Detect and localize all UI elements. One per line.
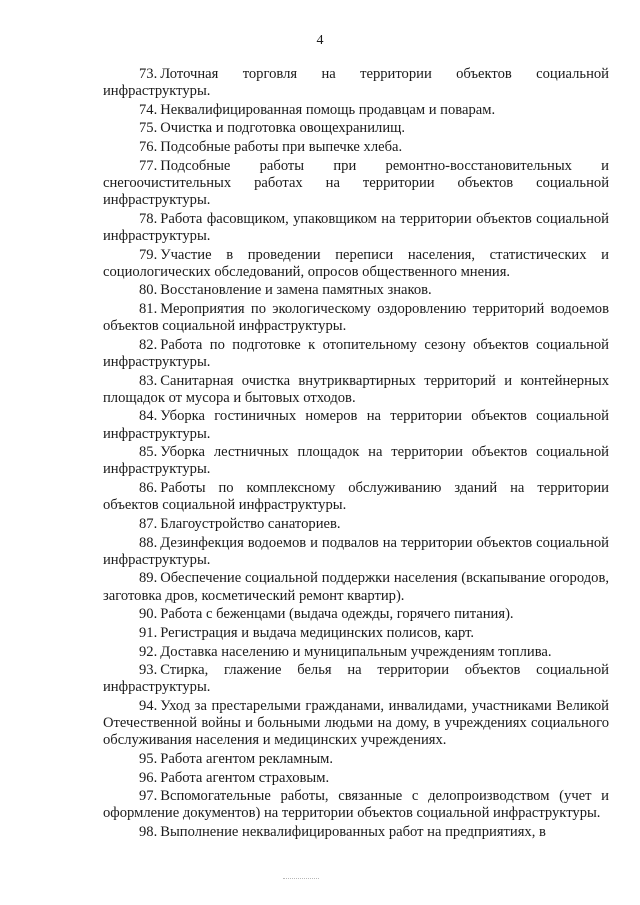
list-item-text: Работа по подготовке к отопительному сезону объектов социальной инфраструктуры. xyxy=(103,336,609,370)
list-item-text: Работы по комплексному обслуживанию зданий на территории объектов социальной инфраструктуры. xyxy=(103,480,609,514)
list-item-number: 88. xyxy=(139,534,158,551)
list-item-text: Участие в проведении переписи населения, статистических и социологических обследований, опросов общественного мнения. xyxy=(103,246,609,280)
list-item-number: 77. xyxy=(139,157,158,174)
list-item xyxy=(103,66,609,100)
list-item xyxy=(103,337,609,371)
list-item-number: 73. xyxy=(139,66,158,82)
list-item xyxy=(103,444,609,478)
list-item-text: Лоточная торговля на территории объектов социальной инфраструктуры. xyxy=(103,66,609,100)
list-item-number: 90. xyxy=(139,606,158,623)
list-item xyxy=(103,751,609,768)
list-item-number: 96. xyxy=(139,769,158,786)
list-item-text: Уборка гостиничных номеров на территории объектов социальной инфраструктуры. xyxy=(103,408,609,442)
list-item-text: Стирка, глажение белья на территории объектов социальной инфраструктуры. xyxy=(103,662,609,696)
list-item xyxy=(103,824,609,841)
list-item-text: Подсобные работы при ремонтно-восстановительных и снегоочистительных работах на территории объектов социальной инфраструктуры. xyxy=(103,157,609,209)
list-item xyxy=(103,211,609,245)
list-item-number: 85. xyxy=(139,444,158,461)
list-item xyxy=(103,516,609,533)
page-number: 4 xyxy=(316,33,324,48)
list-item xyxy=(103,770,609,787)
list-item xyxy=(103,570,609,604)
list-item-number: 91. xyxy=(139,624,158,641)
list-item xyxy=(103,139,609,156)
list-item xyxy=(103,625,609,642)
list-item xyxy=(103,158,609,209)
list-item-number: 94. xyxy=(139,697,158,714)
list-item xyxy=(103,102,609,119)
list-item-number: 81. xyxy=(139,301,158,318)
list-item-number: 89. xyxy=(139,570,158,587)
list-item-text: Работа с беженцами (выдача одежды, горячего питания). xyxy=(160,606,514,623)
list-item-number: 82. xyxy=(139,336,158,353)
list-item-number: 74. xyxy=(139,101,158,118)
list-item-number: 84. xyxy=(139,408,158,425)
list-item xyxy=(103,644,609,661)
list-item xyxy=(103,120,609,137)
list-item xyxy=(103,373,609,407)
list-item-number: 86. xyxy=(139,480,158,497)
list-item-text: Работа фасовщиком, упаковщиком на территории объектов социальной инфраструктуры. xyxy=(103,210,609,244)
list-item xyxy=(103,662,609,696)
list-item-number: 92. xyxy=(139,643,158,660)
list-item-text: Восстановление и замена памятных знаков. xyxy=(160,282,432,299)
list-item-text: Регистрация и выдача медицинских полисов, карт. xyxy=(160,624,475,641)
numbered-list xyxy=(103,66,609,843)
list-item-number: 83. xyxy=(139,372,158,389)
list-item-text: Работа агентом страховым. xyxy=(160,769,330,786)
list-item-number: 76. xyxy=(139,139,158,156)
list-item-text: Санитарная очистка внутриквартирных территорий и контейнерных площадок от мусора и бытовых отходов. xyxy=(103,372,609,406)
list-item xyxy=(103,408,609,442)
list-item-text: Очистка и подготовка овощехранилищ. xyxy=(160,120,406,137)
list-item xyxy=(103,301,609,335)
list-item-number: 80. xyxy=(139,282,158,299)
list-item-number: 79. xyxy=(139,246,158,263)
list-item-text: Выполнение неквалифицированных работ на предприятиях, в xyxy=(160,824,546,841)
list-item xyxy=(103,788,609,822)
list-item xyxy=(103,535,609,569)
list-item-text: Мероприятия по экологическому оздоровлению территорий водоемов объектов социальной инфраструктуры. xyxy=(103,301,609,335)
list-item xyxy=(103,698,609,749)
list-item-text: Обеспечение социальной поддержки населения (вскапывание огородов, заготовка дров, косметический ремонт квартир). xyxy=(103,570,609,604)
list-item-text: Подсобные работы при выпечке хлеба. xyxy=(160,139,403,156)
list-item-text: Уборка лестничных площадок на территории объектов социальной инфраструктуры. xyxy=(103,444,609,478)
list-item-text: Дезинфекция водоемов и подвалов на территории объектов социальной инфраструктуры. xyxy=(103,534,609,568)
list-item-text: Неквалифицированная помощь продавцам и поварам. xyxy=(160,101,496,118)
list-item-text: Благоустройство санаториев. xyxy=(160,515,341,532)
list-item-number: 95. xyxy=(139,750,158,767)
list-item xyxy=(103,247,609,281)
list-item-number: 93. xyxy=(139,662,158,679)
list-item-number: 97. xyxy=(139,788,158,805)
list-item-text: Уход за престарелыми гражданами, инвалидами, участниками Великой Отечественной войны и больными людьми на дому, в учреждениях социального обслуживания населения и медицинских учреждениях. xyxy=(103,697,609,749)
list-item-number: 75. xyxy=(139,120,158,137)
list-item xyxy=(103,282,609,299)
list-item-number: 87. xyxy=(139,515,158,532)
list-item xyxy=(103,606,609,623)
list-item-number: 78. xyxy=(139,210,158,227)
list-item-text: Работа агентом рекламным. xyxy=(160,750,334,767)
list-item xyxy=(103,480,609,514)
list-item-number: 98. xyxy=(139,824,158,841)
scan-artifact xyxy=(283,878,319,882)
list-item-text: Доставка населению и муниципальным учреждениям топлива. xyxy=(160,643,552,660)
list-item-text: Вспомогательные работы, связанные с делопроизводством (учет и оформление документов) на территории объектов социальной инфраструктуры. xyxy=(103,788,609,822)
